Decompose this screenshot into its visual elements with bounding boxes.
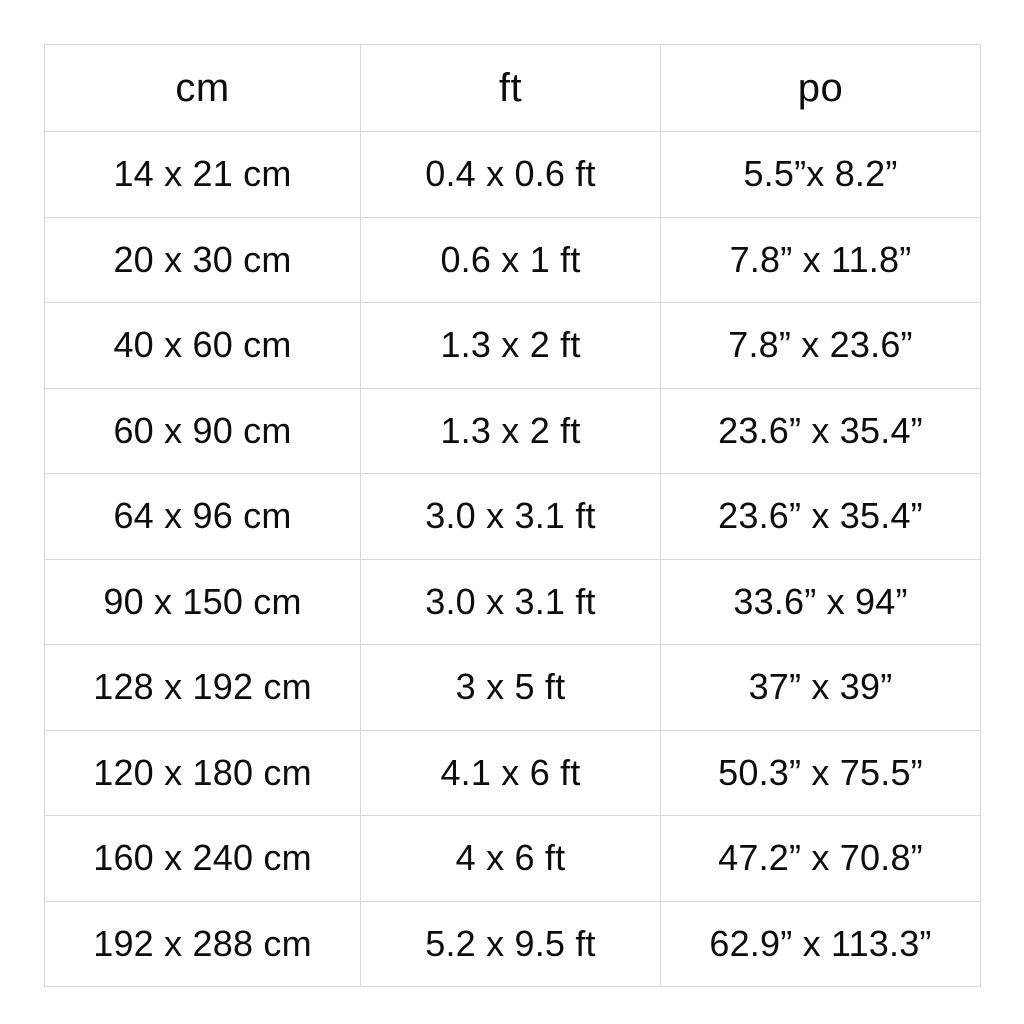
- cell-cm: 160 x 240 cm: [45, 816, 361, 902]
- table-row: [45, 303, 981, 389]
- cell-po: 7.8” x 23.6”: [661, 303, 981, 389]
- cell-ft: 1.3 x 2 ft: [361, 388, 661, 474]
- cell-ft: 3 x 5 ft: [361, 645, 661, 731]
- table-header-row: [45, 45, 981, 132]
- table-row: [45, 132, 981, 218]
- column-header-cm: cm: [45, 45, 361, 132]
- cell-cm: 90 x 150 cm: [45, 559, 361, 645]
- table-row: [45, 901, 981, 987]
- table-row: [45, 730, 981, 816]
- size-conversion-table: [44, 44, 981, 987]
- table-body: [45, 132, 981, 987]
- cell-po: 7.8” x 11.8”: [661, 217, 981, 303]
- cell-po: 33.6” x 94”: [661, 559, 981, 645]
- column-header-ft: ft: [361, 45, 661, 132]
- cell-cm: 64 x 96 cm: [45, 474, 361, 560]
- table-row: [45, 474, 981, 560]
- cell-po: 23.6” x 35.4”: [661, 388, 981, 474]
- cell-cm: 128 x 192 cm: [45, 645, 361, 731]
- cell-ft: 5.2 x 9.5 ft: [361, 901, 661, 987]
- cell-cm: 60 x 90 cm: [45, 388, 361, 474]
- cell-po: 37” x 39”: [661, 645, 981, 731]
- table-header: [45, 45, 981, 132]
- cell-cm: 120 x 180 cm: [45, 730, 361, 816]
- cell-po: 50.3” x 75.5”: [661, 730, 981, 816]
- cell-po: 62.9” x 113.3”: [661, 901, 981, 987]
- cell-po: 5.5”x 8.2”: [661, 132, 981, 218]
- cell-po: 47.2” x 70.8”: [661, 816, 981, 902]
- cell-ft: 4.1 x 6 ft: [361, 730, 661, 816]
- cell-cm: 192 x 288 cm: [45, 901, 361, 987]
- table-row: [45, 645, 981, 731]
- cell-cm: 14 x 21 cm: [45, 132, 361, 218]
- cell-ft: 1.3 x 2 ft: [361, 303, 661, 389]
- cell-po: 23.6” x 35.4”: [661, 474, 981, 560]
- cell-ft: 0.4 x 0.6 ft: [361, 132, 661, 218]
- cell-cm: 40 x 60 cm: [45, 303, 361, 389]
- table-row: [45, 559, 981, 645]
- cell-ft: 3.0 x 3.1 ft: [361, 559, 661, 645]
- table-row: [45, 217, 981, 303]
- cell-cm: 20 x 30 cm: [45, 217, 361, 303]
- table-row: [45, 816, 981, 902]
- cell-ft: 0.6 x 1 ft: [361, 217, 661, 303]
- cell-ft: 4 x 6 ft: [361, 816, 661, 902]
- size-conversion-sheet: [44, 44, 980, 976]
- cell-ft: 3.0 x 3.1 ft: [361, 474, 661, 560]
- table-row: [45, 388, 981, 474]
- column-header-po: po: [661, 45, 981, 132]
